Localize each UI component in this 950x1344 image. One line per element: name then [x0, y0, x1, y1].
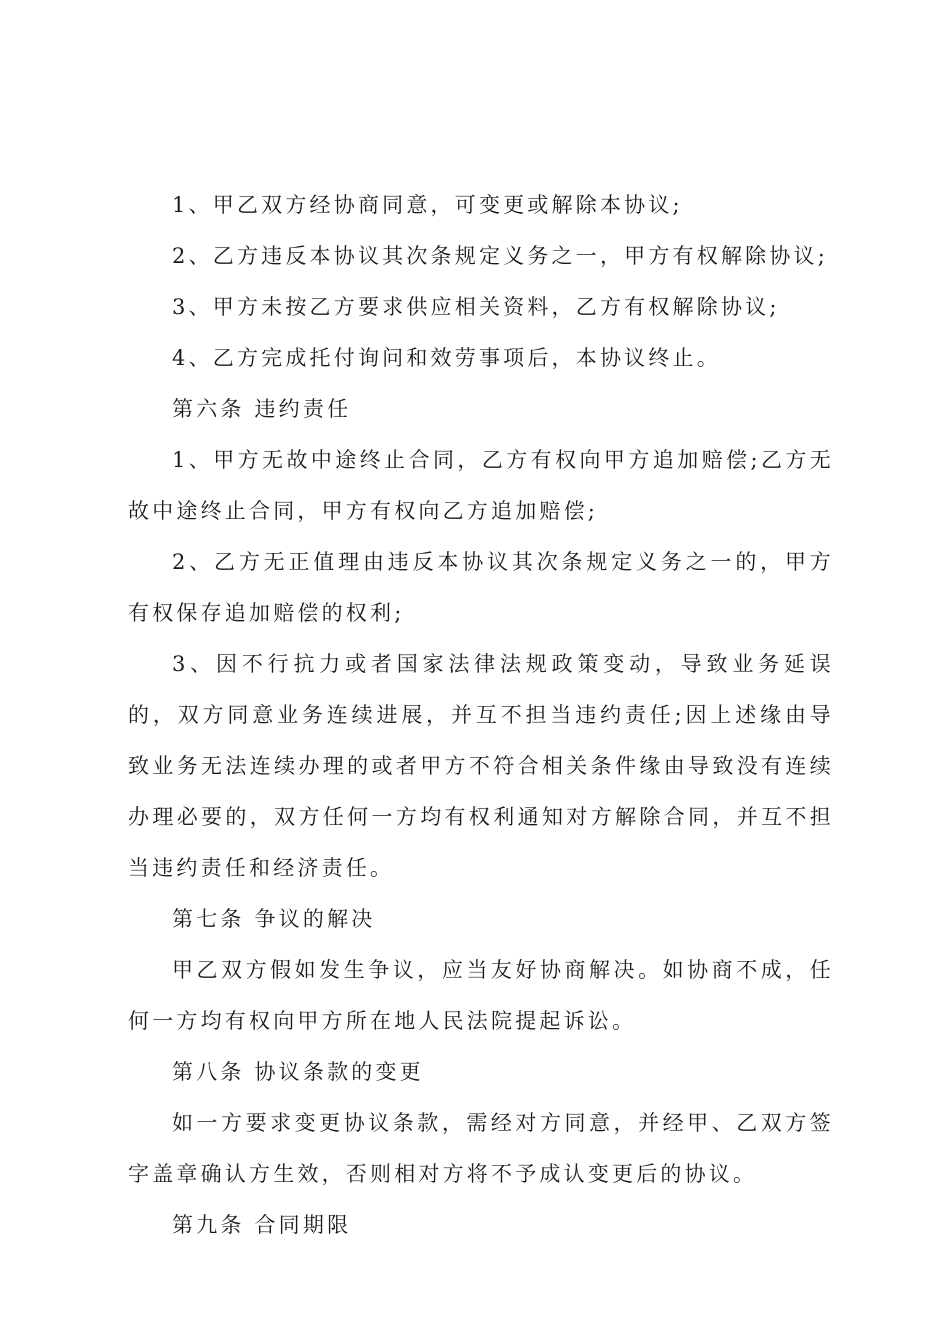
section-heading-8: 第八条 协议条款的变更 — [172, 1060, 424, 1084]
paragraph-item-4: 4、乙方完成托付询问和效劳事项后，本协议终止。 — [172, 346, 721, 370]
paragraph-item-2: 2、乙方违反本协议其次条规定义务之一，甲方有权解除协议; — [172, 244, 829, 268]
section-heading-7: 第七条 争议的解决 — [172, 907, 376, 931]
section-heading-6: 第六条 违约责任 — [172, 397, 352, 421]
section-heading-9: 第九条 合同期限 — [172, 1213, 352, 1237]
paragraph-item-3: 3、甲方未按乙方要求供应相关资料，乙方有权解除协议; — [172, 295, 780, 319]
paragraph-amendment: 如一方要求变更协议条款，需经对方同意，并经甲、乙双方签字盖章确认方生效，否则相对方将不予成认变更后的协议。 — [128, 1111, 834, 1186]
paragraph-item-6-2: 2、乙方无正值理由违反本协议其次条规定义务之一的，甲方有权保存追加赔偿的权利; — [128, 550, 834, 625]
paragraph-item-1: 1、甲乙双方经协商同意，可变更或解除本协议; — [172, 193, 683, 217]
document-body — [128, 180, 834, 1251]
paragraph-dispute: 甲乙双方假如发生争议，应当友好协商解决。如协商不成，任何一方均有权向甲方所在地人民法院提起诉讼。 — [128, 958, 834, 1033]
paragraph-item-6-3: 3、因不行抗力或者国家法律法规政策变动，导致业务延误的，双方同意业务连续进展，并互不担当违约责任;因上述缘由导致业务无法连续办理的或者甲方不符合相关条件缘由导致没有连续办理必要的，双方任何一方均有权利通知对方解除合同，并互不担当违约责任和经济责任。 — [128, 652, 834, 880]
paragraph-item-6-1: 1、甲方无故中途终止合同，乙方有权向甲方追加赔偿;乙方无故中途终止合同，甲方有权向乙方追加赔偿; — [128, 448, 834, 523]
